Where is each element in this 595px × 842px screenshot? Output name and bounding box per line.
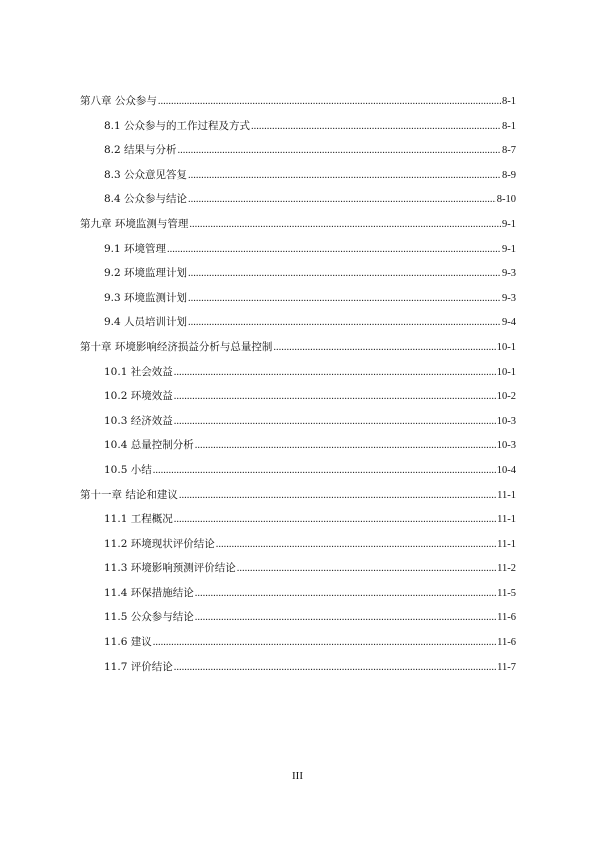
toc-entry-page: 8-1 — [502, 96, 516, 107]
dot-leader — [188, 287, 501, 312]
toc-section-entry[interactable] — [80, 507, 516, 532]
toc-section-entry[interactable] — [80, 261, 516, 286]
toc-entry-label: 第九章 环境监测与管理 — [80, 217, 189, 230]
toc-section-entry[interactable] — [80, 310, 516, 335]
toc-section-entry[interactable] — [80, 163, 516, 188]
toc-section-entry[interactable] — [80, 384, 516, 409]
toc-entry-page: 8-7 — [502, 145, 516, 157]
page-number: III — [292, 770, 303, 782]
toc-entry-label: 第十章 环境影响经济损益分析与总量控制 — [80, 340, 273, 353]
toc-entry-page: 9-3 — [502, 268, 516, 280]
toc-section-entry[interactable] — [80, 237, 516, 262]
toc-entry-page: 8-9 — [502, 169, 516, 181]
toc-entry-page: 10-2 — [496, 391, 516, 403]
toc-entry-page: 11-5 — [497, 587, 516, 599]
toc-entry-label: 8.4 公众参与结论 — [104, 193, 188, 206]
dot-leader — [174, 410, 496, 435]
toc-entry-page: 10-3 — [496, 440, 516, 452]
dot-leader — [174, 385, 496, 410]
dot-leader — [216, 533, 496, 558]
dot-leader — [174, 361, 496, 386]
toc-entry-page: 9-4 — [502, 317, 516, 329]
toc-entry-page: 9-3 — [502, 292, 516, 304]
toc-entry-page: 9-1 — [502, 218, 516, 230]
dot-leader — [189, 213, 501, 238]
toc-entry-label: 9.4 人员培训计划 — [104, 316, 188, 329]
dot-leader — [195, 434, 496, 459]
dot-leader — [273, 336, 495, 361]
toc-section-entry[interactable] — [80, 605, 516, 630]
toc-entry-label: 第十一章 结论和建议 — [80, 488, 178, 501]
toc-entry-page: 11-1 — [497, 514, 516, 526]
toc-section-entry[interactable] — [80, 581, 516, 606]
toc-section-entry[interactable] — [80, 360, 516, 385]
dot-leader — [237, 557, 496, 582]
dot-leader — [178, 139, 501, 164]
toc-section-entry[interactable] — [80, 532, 516, 557]
toc-entry-label: 8.3 公众意见答复 — [104, 168, 188, 181]
toc-chapter-entry[interactable] — [80, 89, 516, 114]
toc-section-entry[interactable] — [80, 630, 516, 655]
toc-chapter-entry[interactable] — [80, 483, 516, 508]
toc-entry-label: 9.2 环境监理计划 — [104, 267, 188, 280]
dot-leader — [251, 115, 501, 140]
toc-entry-label: 11.7 评价结论 — [104, 660, 173, 673]
toc-section-entry[interactable] — [80, 138, 516, 163]
toc-section-entry[interactable] — [80, 556, 516, 581]
toc-entry-page: 11-2 — [497, 563, 516, 575]
toc-entry-page: 8-1 — [502, 120, 516, 132]
toc-entry-page: 11-6 — [497, 637, 516, 649]
toc-entry-page: 11-7 — [497, 661, 516, 673]
toc-entry-label: 10.5 小结 — [104, 463, 152, 476]
toc-chapter-entry[interactable] — [80, 212, 516, 237]
toc-entry-label: 9.3 环境监测计划 — [104, 291, 188, 304]
toc-entry-page: 11-1 — [497, 489, 516, 501]
toc-entry-label: 10.1 社会效益 — [104, 365, 173, 378]
dot-leader — [188, 311, 501, 336]
toc-section-entry[interactable] — [80, 187, 516, 212]
dot-leader — [174, 656, 496, 681]
toc-entry-label: 8.1 公众参与的工作过程及方式 — [104, 119, 251, 132]
dot-leader — [153, 459, 496, 484]
table-of-contents — [80, 89, 516, 679]
toc-entry-page: 10-1 — [496, 366, 516, 378]
toc-entry-label: 8.2 结果与分析 — [104, 144, 177, 157]
toc-entry-label: 9.1 环境管理 — [104, 242, 167, 255]
toc-entry-label: 10.3 经济效益 — [104, 414, 173, 427]
toc-entry-label: 11.5 公众参与结论 — [104, 611, 194, 624]
toc-entry-page: 10-1 — [496, 341, 516, 353]
toc-entry-label: 10.4 总量控制分析 — [104, 439, 194, 452]
dot-leader — [167, 238, 501, 263]
toc-entry-label: 11.6 建议 — [104, 636, 152, 649]
dot-leader — [188, 262, 501, 287]
toc-entry-label: 10.2 环境效益 — [104, 390, 173, 403]
toc-section-entry[interactable] — [80, 286, 516, 311]
toc-entry-label: 11.1 工程概况 — [104, 513, 173, 526]
dot-leader — [174, 508, 496, 533]
toc-section-entry[interactable] — [80, 409, 516, 434]
dot-leader — [195, 606, 496, 631]
toc-entry-page: 11-6 — [497, 612, 516, 624]
dot-leader — [179, 484, 496, 509]
toc-entry-page: 11-1 — [497, 538, 516, 550]
toc-entry-page: 9-1 — [502, 243, 516, 255]
toc-section-entry[interactable] — [80, 433, 516, 458]
toc-entry-label: 第八章 公众参与 — [80, 95, 157, 107]
dot-leader — [188, 164, 501, 189]
toc-entry-label: 11.3 环境影响预测评价结论 — [104, 562, 236, 575]
toc-section-entry[interactable] — [80, 458, 516, 483]
dot-leader — [153, 631, 496, 656]
toc-entry-page: 10-4 — [496, 464, 516, 476]
toc-entry-page: 10-3 — [496, 415, 516, 427]
toc-entry-label: 11.4 环保措施结论 — [104, 586, 194, 599]
toc-section-entry[interactable] — [80, 114, 516, 139]
toc-chapter-entry[interactable] — [80, 335, 516, 360]
toc-entry-label: 11.2 环境现状评价结论 — [104, 537, 215, 550]
dot-leader — [188, 188, 496, 213]
dot-leader — [195, 582, 496, 607]
toc-entry-page: 8-10 — [496, 194, 516, 206]
dot-leader — [158, 90, 501, 115]
toc-section-entry[interactable] — [80, 655, 516, 680]
